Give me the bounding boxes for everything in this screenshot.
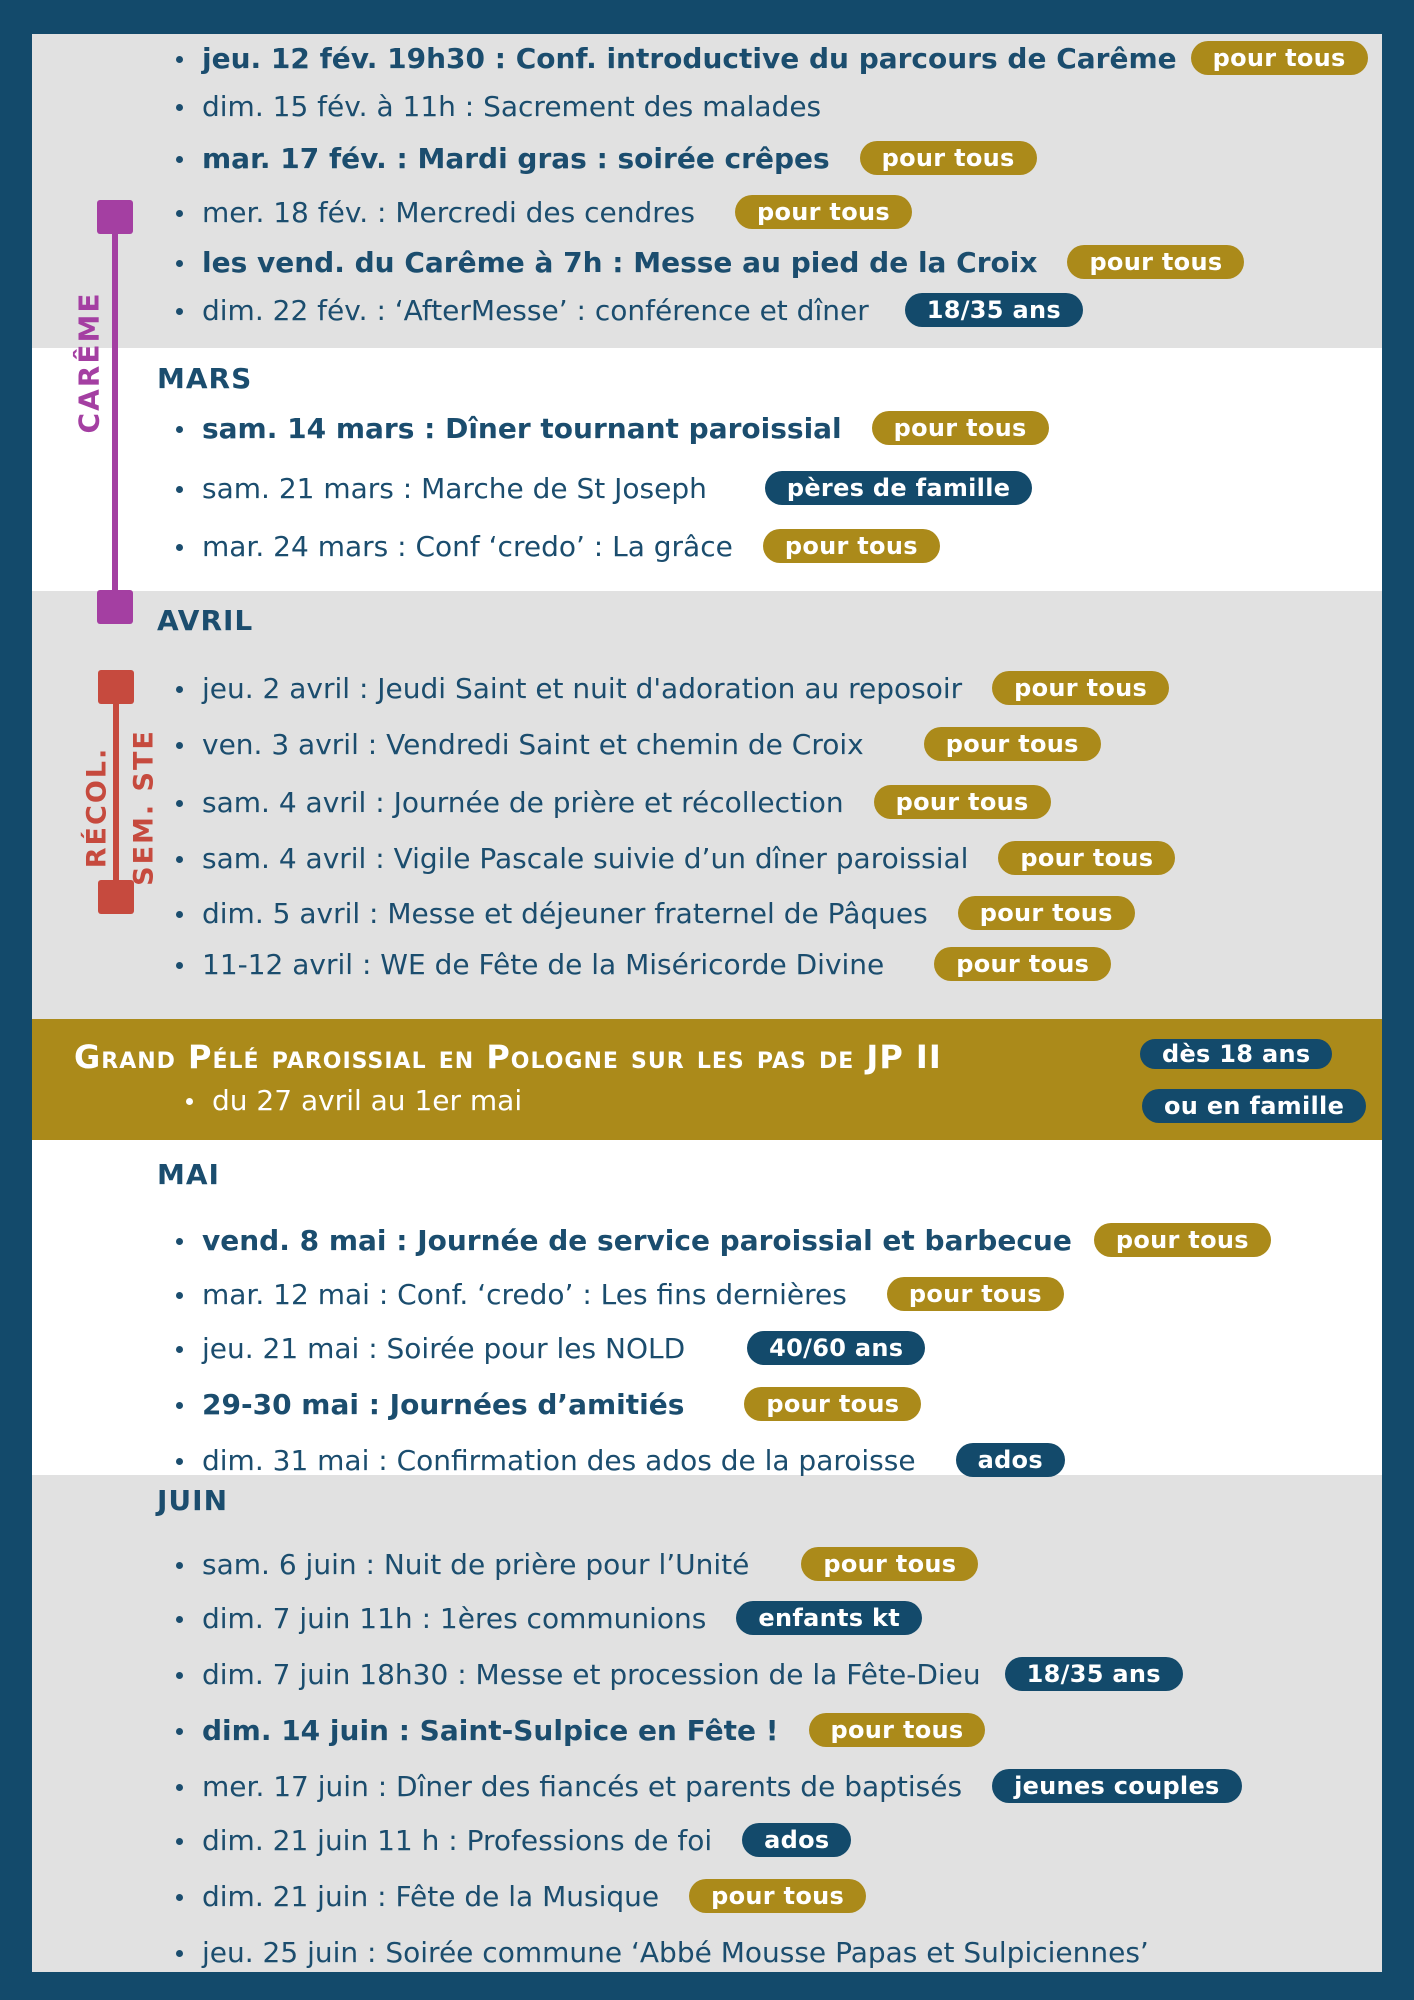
event-avril-4-recollection: sam. 4 avril : Journée de prière et récollection pour tous bbox=[202, 782, 1051, 822]
event-juin-21-professions: dim. 21 juin 11 h : Professions de foi ados bbox=[202, 1820, 851, 1860]
event-fridays-lent: les vend. du Carême à 7h : Messe au pied de la Croix pour tous bbox=[202, 242, 1244, 282]
event-mars-21: sam. 21 mars : Marche de St Joseph pères de famille bbox=[202, 468, 1032, 508]
month-heading-mai: mai bbox=[157, 1148, 220, 1194]
event-mai-21: jeu. 21 mai : Soirée pour les NOLD 40/60 ans bbox=[202, 1328, 925, 1368]
audience-badge: jeunes couples bbox=[992, 1769, 1242, 1803]
event-mai-31: dim. 31 mai : Confirmation des ados de la paroisse ados bbox=[202, 1440, 1065, 1480]
event-mai-29-30: 29-30 mai : Journées d’amitiés pour tous bbox=[202, 1384, 921, 1424]
event-juin-21-musique: dim. 21 juin : Fête de la Musique pour tous bbox=[202, 1876, 866, 1916]
audience-badge: pour tous bbox=[934, 947, 1111, 981]
event-avril-5: dim. 5 avril : Messe et déjeuner fraternel de Pâques pour tous bbox=[202, 893, 1135, 933]
pilgrimage-family-badge: ou en famille bbox=[1142, 1089, 1366, 1123]
event-feb-22: dim. 22 fév. : ‘AfterMesse’ : conférence et dîner 18/35 ans bbox=[202, 290, 1083, 330]
recollection-label: RÉCOL. bbox=[81, 746, 113, 869]
pilgrimage-age-badge: dès 18 ans bbox=[1140, 1039, 1332, 1069]
audience-badge: 18/35 ans bbox=[1005, 1657, 1183, 1691]
audience-badge: pour tous bbox=[735, 195, 912, 229]
event-mars-14: sam. 14 mars : Dîner tournant paroissial pour tous bbox=[202, 408, 1049, 448]
event-juin-6: sam. 6 juin : Nuit de prière pour l’Unité pour tous bbox=[202, 1544, 978, 1584]
audience-badge: 18/35 ans bbox=[905, 293, 1083, 327]
audience-badge: pour tous bbox=[1094, 1223, 1271, 1257]
careme-timeline-bar bbox=[112, 206, 118, 606]
event-mars-24: mar. 24 mars : Conf ‘credo’ : La grâce pour tous bbox=[202, 526, 940, 566]
month-heading-avril: avril bbox=[157, 594, 254, 640]
audience-badge: pour tous bbox=[1067, 245, 1244, 279]
audience-badge: pour tous bbox=[809, 1713, 986, 1747]
event-feb-18: mer. 18 fév. : Mercredi des cendres pour tous bbox=[202, 192, 912, 232]
audience-badge: ados bbox=[956, 1443, 1065, 1477]
pilgrimage-dates: du 27 avril au 1er mai bbox=[212, 1084, 523, 1117]
audience-badge: pour tous bbox=[924, 727, 1101, 761]
careme-label: CARÊME bbox=[72, 291, 106, 434]
month-heading-juin: juin bbox=[157, 1474, 229, 1520]
audience-badge: pour tous bbox=[998, 841, 1175, 875]
holy-week-label: SEM. STE bbox=[128, 729, 160, 886]
audience-badge: pour tous bbox=[744, 1387, 921, 1421]
event-feb-12: jeu. 12 fév. 19h30 : Conf. introductive du parcours de Carême pour tous bbox=[202, 38, 1368, 78]
pilgrimage-title: Grand Pélé paroissial en Pologne sur les pas de JP II bbox=[74, 1038, 942, 1076]
event-avril-3: ven. 3 avril : Vendredi Saint et chemin de Croix pour tous bbox=[202, 724, 1101, 764]
holy-week-bar-start-cap bbox=[98, 670, 134, 704]
event-avril-4-vigil: sam. 4 avril : Vigile Pascale suivie d’un dîner paroissial pour tous bbox=[202, 838, 1175, 878]
audience-badge: pour tous bbox=[763, 529, 940, 563]
audience-badge: pour tous bbox=[874, 785, 1051, 819]
audience-badge: pour tous bbox=[887, 1277, 1064, 1311]
event-juin-7-fete-dieu: dim. 7 juin 18h30 : Messe et procession de la Fête-Dieu 18/35 ans bbox=[202, 1654, 1183, 1694]
calendar-card bbox=[32, 34, 1382, 1972]
audience-badge: pères de famille bbox=[765, 471, 1032, 505]
event-avril-11-12: 11-12 avril : WE de Fête de la Miséricorde Divine pour tous bbox=[202, 944, 1111, 984]
audience-badge: pour tous bbox=[801, 1547, 978, 1581]
event-juin-7-communions: dim. 7 juin 11h : 1ères communions enfants kt bbox=[202, 1598, 922, 1638]
event-avril-2: jeu. 2 avril : Jeudi Saint et nuit d'adoration au reposoir pour tous bbox=[202, 668, 1169, 708]
month-heading-mars: mars bbox=[157, 352, 253, 398]
audience-badge: pour tous bbox=[860, 141, 1037, 175]
event-juin-25: jeu. 25 juin : Soirée commune ‘Abbé Mousse Papas et Sulpiciennes’ bbox=[202, 1932, 1149, 1972]
audience-badge: 40/60 ans bbox=[747, 1331, 925, 1365]
audience-badge: ados bbox=[742, 1823, 851, 1857]
event-juin-17: mer. 17 juin : Dîner des fiancés et parents de baptisés jeunes couples bbox=[202, 1766, 1242, 1806]
event-mai-8: vend. 8 mai : Journée de service paroissial et barbecue pour tous bbox=[202, 1220, 1271, 1260]
audience-badge: pour tous bbox=[689, 1879, 866, 1913]
audience-badge: pour tous bbox=[872, 411, 1049, 445]
audience-badge: pour tous bbox=[992, 671, 1169, 705]
event-mai-12: mar. 12 mai : Conf. ‘credo’ : Les fins dernières pour tous bbox=[202, 1274, 1064, 1314]
event-feb-17: mar. 17 fév. : Mardi gras : soirée crêpes pour tous bbox=[202, 138, 1037, 178]
event-juin-14: dim. 14 juin : Saint-Sulpice en Fête ! pour tous bbox=[202, 1710, 985, 1750]
audience-badge: enfants kt bbox=[736, 1601, 922, 1635]
careme-bar-end-cap bbox=[97, 590, 133, 624]
audience-badge: pour tous bbox=[1191, 41, 1368, 75]
careme-bar-start-cap bbox=[97, 200, 133, 234]
audience-badge: pour tous bbox=[958, 896, 1135, 930]
event-feb-15: dim. 15 fév. à 11h : Sacrement des malades bbox=[202, 86, 821, 126]
holy-week-timeline-bar bbox=[113, 674, 119, 894]
